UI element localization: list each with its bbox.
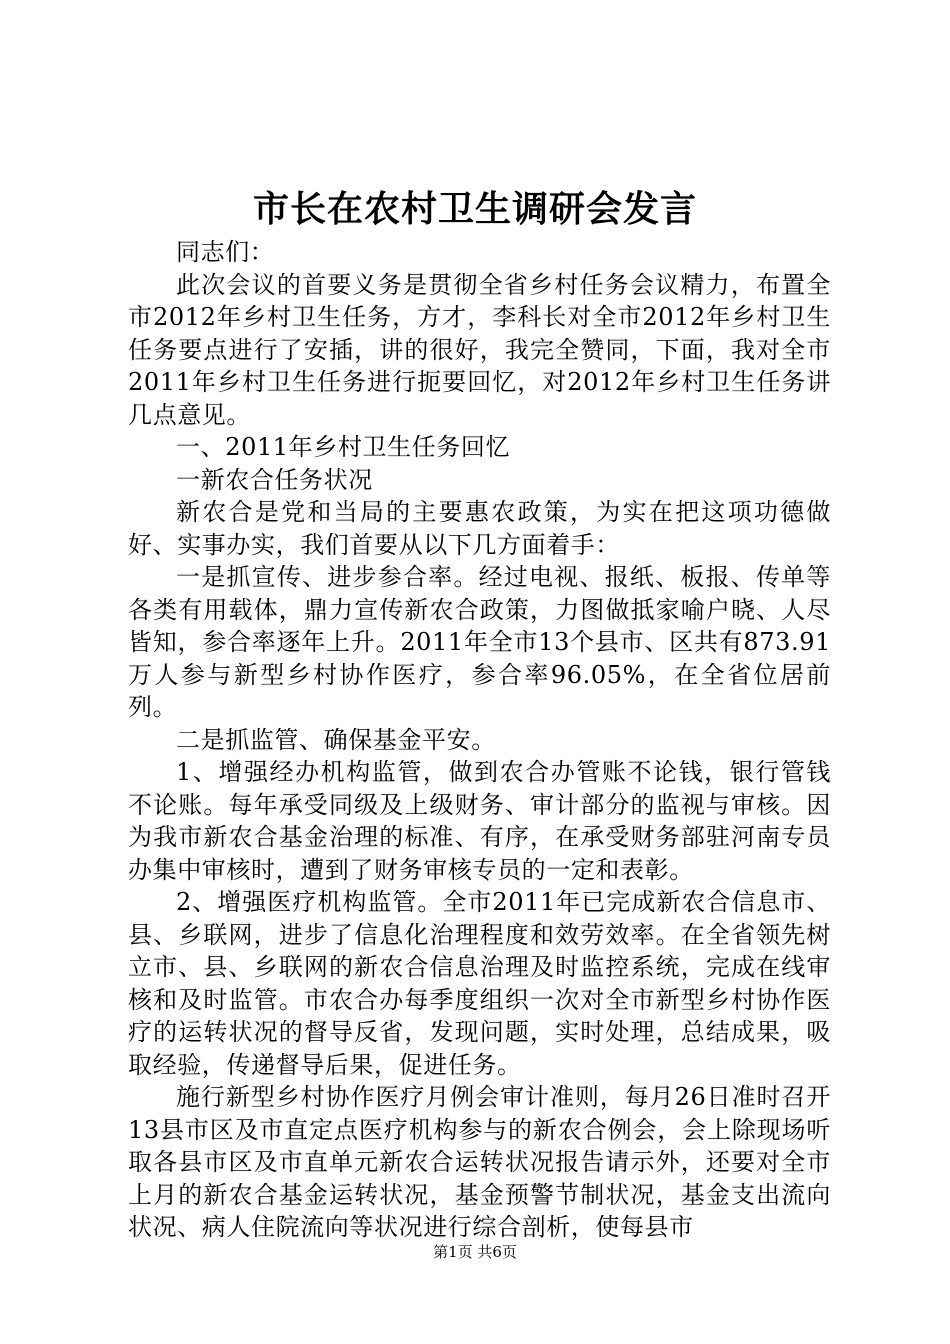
paragraph: 新农合是党和当局的主要惠农政策，为实在把这项功德做好、实事办实，我们首要从以下几方面着手：	[128, 498, 831, 559]
paragraph: 施行新型乡村协作医疗月例会审计准则，每月26日准时召开13县市区及市直定点医疗机构参与的新农合例会，会上除现场听取各县市区及市直单元新农合运转状况报告请示外，还要对全市上月的新农合基金运转状况，基金预警节制状况，基金支出流向状况、病人住院流向等状况进行综合剖析，使每县市	[128, 1083, 831, 1241]
paragraph: 1、增强经办机构监管，做到农合办管账不论钱，银行管钱不论账。每年承受同级及上级财务、审计部分的监视与审核。因为我市新农合基金治理的标准、有序，在承受财务部驻河南专员办集中审核时，遭到了财务审核专员的一定和表彰。	[128, 758, 831, 884]
document-title: 市长在农村卫生调研会发言	[252, 188, 697, 230]
paragraph: 此次会议的首要义务是贯彻全省乡村任务会议精力，布置全市2012年乡村卫生任务，方才，李科长对全市2012年乡村卫生任务要点进行了安插，讲的很好，我完全赞同，下面，我对全市2011年乡村卫生任务进行扼要回忆，对2012年乡村卫生任务讲几点意见。	[128, 270, 831, 429]
paragraph: 2、增强医疗机构监管。全市2011年已完成新农合信息市、县、乡联网，进步了信息化治理程度和效劳效率。在全省领先树立市、县、乡联网的新农合信息治理及时监控系统，完成在线审核和及时监管。市农合办每季度组织一次对全市新型乡村协作医疗的运转状况的督导反省，发现问题，实时处理，总结成果，吸取经验，传递督导后果，促进任务。	[128, 888, 831, 1079]
paragraph-greeting: 同志们：	[176, 238, 275, 266]
paragraph: 一是抓宣传、进步参合率。经过电视、报纸、板报、传单等各类有用载体，鼎力宣传新农合政策，力图做抵家喻户晓、人尽皆知，参合率逐年上升。2011年全市13个县市、区共有873.91万人参与新型乡村协作医疗，参合率96.05%，在全省位居前列。	[128, 563, 831, 721]
document-body	[128, 236, 831, 1244]
page-footer: 第1页 共6页	[433, 1243, 517, 1261]
paragraph: 二是抓监管、确保基金平安。	[176, 725, 496, 754]
section-heading: 一、2011年乡村卫生任务回忆	[176, 433, 511, 461]
subsection-heading: 一新农合任务状况	[176, 465, 373, 494]
